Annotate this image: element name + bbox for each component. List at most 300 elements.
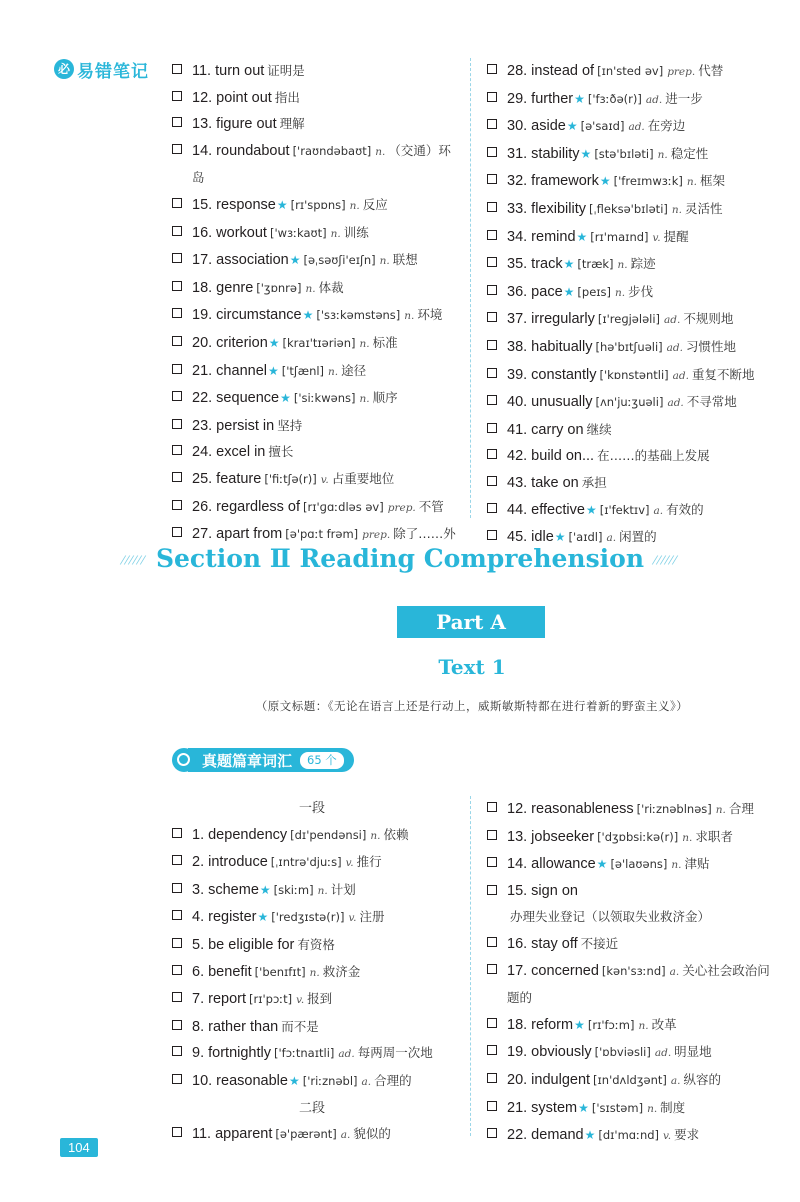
checkbox[interactable]	[172, 419, 182, 429]
vocab-word: 32. framework	[507, 173, 599, 190]
chinese-meaning: 指出	[274, 89, 300, 105]
vocab-entry	[172, 58, 462, 85]
checkbox[interactable]	[172, 117, 182, 127]
part-of-speech: n.	[657, 148, 668, 161]
chinese-meaning: 计划	[330, 881, 356, 897]
chinese-meaning: 习惯性地	[685, 338, 736, 354]
checkbox[interactable]	[172, 883, 182, 893]
chinese-meaning: 合理	[728, 801, 754, 816]
chinese-meaning: 有效的	[666, 501, 704, 517]
chinese-meaning: 注册	[359, 909, 385, 925]
checkbox[interactable]	[172, 364, 182, 374]
phonetic: [skiːm]	[273, 882, 314, 897]
text-title: Text 1	[438, 655, 506, 679]
checkbox[interactable]	[172, 1074, 182, 1084]
vocab-word: 21. channel	[192, 362, 267, 379]
phonetic: ['fɔːtnaɪtli]	[274, 1046, 335, 1061]
star-icon: ★	[257, 910, 269, 925]
checkbox[interactable]	[172, 828, 182, 838]
star-icon: ★	[302, 308, 314, 323]
chinese-meaning: 推行	[356, 854, 382, 870]
vocab-entry	[172, 111, 462, 138]
checkbox[interactable]	[172, 500, 182, 510]
vocab-word: 23. persist in	[192, 417, 275, 434]
part-of-speech: n.	[671, 859, 682, 872]
chinese-meaning: 关心社会政治问题的	[507, 962, 770, 1006]
phonetic: [dɪ'mɑːnd]	[598, 1128, 660, 1143]
vocab-word: 6. benefit	[192, 963, 252, 980]
star-icon: ★	[599, 174, 611, 189]
vocab-entry	[172, 1040, 462, 1068]
checkbox[interactable]	[172, 64, 182, 74]
vocab-word: 3. scheme	[192, 881, 259, 898]
chinese-meaning: 重复不断地	[691, 366, 755, 382]
vocab-word: 12. point out	[192, 89, 272, 106]
vocab-entry	[487, 168, 777, 196]
phonetic: [ʌn'juːʒuəli]	[595, 395, 664, 410]
checkbox[interactable]	[172, 91, 182, 101]
vocab-list-top-right	[487, 58, 777, 552]
vocab-entry	[487, 279, 777, 307]
vocab-entry	[172, 358, 462, 386]
checkbox[interactable]	[172, 1046, 182, 1056]
vocab-entry	[487, 931, 777, 958]
star-icon: ★	[288, 1073, 300, 1088]
star-icon: ★	[576, 229, 588, 244]
checkbox[interactable]	[172, 253, 182, 263]
part-of-speech: n.	[686, 176, 698, 189]
part-of-speech: n.	[617, 259, 628, 272]
chinese-meaning: 不寻常地	[686, 394, 737, 410]
vocab-word: 15. sign on	[507, 882, 578, 899]
chinese-meaning: 反应	[362, 196, 388, 212]
checkbox[interactable]	[172, 391, 182, 401]
phonetic: [stə'bɪləti]	[594, 146, 654, 161]
part-of-speech: ad.	[667, 397, 684, 410]
checkbox[interactable]	[487, 857, 497, 867]
checkbox[interactable]	[487, 1073, 497, 1083]
vocab-entry	[487, 113, 777, 141]
brand-logo	[54, 56, 149, 82]
checkbox[interactable]	[172, 445, 182, 455]
chinese-meaning: 依赖	[383, 826, 409, 842]
vocab-entry	[172, 85, 462, 112]
phonetic: ['wɜːkaʊt]	[269, 225, 327, 240]
vocab-word: 20. indulgent	[507, 1071, 591, 1088]
part-of-speech: n.	[647, 1102, 658, 1115]
original-title: （原文标题：《无论在语言上还是行动上，威斯敏斯特都在进行着新的野蛮主义》）	[255, 699, 689, 713]
star-icon: ★	[267, 363, 279, 378]
chinese-meaning: 标准	[372, 334, 398, 350]
vocab-word: 16. workout	[192, 224, 267, 241]
star-icon: ★	[280, 391, 291, 406]
phonetic: [kraɪ'tɪəriən]	[282, 335, 356, 350]
vocab-word: 38. habitually	[507, 338, 593, 355]
vocab-entry	[487, 362, 777, 390]
vocab-entry	[487, 1012, 777, 1040]
phonetic: ['sɪstəm]	[591, 1100, 644, 1115]
vocab-entry	[487, 334, 777, 362]
checkbox[interactable]	[172, 938, 182, 948]
vocab-entry	[172, 1068, 462, 1096]
vocab-word: 21. system	[507, 1099, 578, 1116]
checkbox[interactable]	[487, 92, 497, 102]
vocab-entry	[487, 141, 777, 169]
vocab-count-badge: 65 个	[300, 752, 344, 769]
part-of-speech: n.	[305, 282, 316, 295]
vocab-word: 42. build on...	[507, 448, 595, 465]
chinese-meaning: 而不是	[281, 1018, 319, 1034]
star-icon: ★	[276, 197, 288, 212]
vocab-entry	[172, 1014, 462, 1041]
chinese-meaning: 框架	[700, 173, 726, 189]
chinese-meaning: 办理失业登记（以领取失业救济金）	[510, 909, 711, 925]
vocab-word: 35. track	[507, 256, 563, 273]
chinese-meaning: （交通）环岛	[192, 142, 451, 186]
phonetic: [ˌfleksə'bɪləti]	[588, 201, 668, 216]
part-of-speech: n.	[359, 393, 370, 406]
part-of-speech: n.	[330, 227, 341, 240]
vocab-entry	[487, 58, 777, 86]
phonetic: ['riːznəblnəs]	[636, 802, 712, 816]
chinese-meaning: 坚持	[277, 417, 303, 433]
vocab-entry	[172, 385, 462, 413]
chinese-meaning: 进一步	[665, 90, 703, 106]
star-icon: ★	[574, 1017, 585, 1032]
vocab-word: 5. be eligible for	[192, 936, 295, 953]
checkbox[interactable]	[487, 449, 497, 459]
phonetic: ['fɜːðə(r)]	[587, 91, 642, 106]
part-of-speech: ad.	[666, 341, 683, 354]
part-of-speech: a.	[361, 1075, 372, 1088]
vocab-entry	[172, 1121, 462, 1149]
chinese-meaning: 制度	[660, 1099, 686, 1115]
vocab-entry	[172, 466, 462, 494]
star-icon: ★	[259, 882, 271, 897]
checkbox[interactable]	[487, 476, 497, 486]
vocab-word: 20. criterion	[192, 334, 268, 351]
checkbox[interactable]	[487, 423, 497, 433]
chinese-meaning: 灵活性	[684, 200, 723, 216]
vocab-entry	[172, 494, 462, 522]
vocab-entry	[487, 1067, 777, 1095]
checkbox[interactable]	[172, 226, 182, 236]
checkbox[interactable]	[487, 64, 497, 74]
phonetic: [rɪ'pɔːt]	[249, 992, 293, 1007]
checkbox[interactable]	[487, 530, 497, 540]
vocab-entry	[487, 1122, 777, 1150]
part-of-speech: v.	[296, 994, 305, 1007]
vocab-word: 17. concerned	[507, 962, 599, 979]
chinese-meaning: 貌似的	[353, 1126, 391, 1142]
checkbox[interactable]	[487, 1018, 497, 1028]
section-deco-left: ⁄⁄⁄⁄⁄⁄	[121, 553, 146, 568]
chinese-meaning: 不接近	[580, 935, 619, 951]
section-title	[0, 544, 800, 573]
checkbox[interactable]	[487, 885, 497, 895]
vocab-word: 45. idle	[507, 529, 554, 546]
checkbox[interactable]	[487, 257, 497, 267]
part-of-speech: v.	[652, 231, 661, 244]
chinese-meaning: 明显地	[674, 1044, 712, 1060]
vocab-entry	[172, 247, 462, 275]
vocab-word: 41. carry on	[507, 421, 584, 438]
vocab-word: 1. dependency	[192, 826, 288, 843]
vocab-word: 34. remind	[507, 228, 576, 245]
vocab-entry	[172, 822, 462, 850]
vocab-header	[172, 748, 354, 772]
checkbox[interactable]	[172, 965, 182, 975]
part-of-speech: v.	[345, 857, 354, 870]
vocab-word: 7. report	[192, 991, 246, 1008]
checkbox[interactable]	[172, 855, 182, 865]
checkbox[interactable]	[172, 527, 182, 537]
logo-text: 易错笔记	[77, 61, 149, 82]
chinese-meaning: 纵容的	[683, 1071, 721, 1087]
part-of-speech: n.	[671, 203, 682, 216]
star-icon: ★	[563, 284, 575, 299]
star-icon: ★	[563, 257, 575, 272]
vocab-header-label: 真题篇章词汇	[202, 751, 293, 770]
phonetic: ['tʃænl]	[281, 363, 325, 378]
vocab-word: 14. roundabout	[192, 142, 290, 159]
vocab-entry	[487, 824, 777, 852]
phonetic: [kən'sɜːnd]	[601, 963, 666, 978]
star-icon: ★	[596, 857, 608, 872]
part-of-speech: n.	[359, 337, 370, 350]
checkbox[interactable]	[172, 992, 182, 1002]
vocab-entry	[172, 986, 462, 1014]
vocab-entry	[172, 932, 462, 959]
part-of-speech: n.	[370, 829, 381, 842]
chinese-meaning: 不规则地	[683, 311, 734, 327]
phonetic: ['fiːtʃə(r)]	[264, 471, 317, 486]
phonetic: [əˌsəʊʃi'eɪʃn]	[303, 253, 376, 268]
star-icon: ★	[574, 91, 585, 106]
vocab-word: 13. figure out	[192, 116, 277, 133]
phonetic: ['redʒɪstə(r)]	[271, 910, 345, 925]
part-of-speech: prep.	[362, 529, 391, 542]
vocab-word: 36. pace	[507, 283, 563, 300]
logo-badge-icon: 必	[54, 59, 74, 79]
checkbox[interactable]	[172, 144, 182, 154]
part-of-speech: n.	[404, 310, 415, 323]
vocab-word: 27. apart from	[192, 526, 283, 543]
star-icon: ★	[289, 253, 301, 268]
vocab-entry	[487, 796, 777, 824]
phonetic: ['freɪmwɜːk]	[613, 174, 683, 189]
checkbox[interactable]	[172, 910, 182, 920]
vocab-entry	[172, 302, 462, 330]
checkbox[interactable]	[487, 1128, 497, 1138]
vocab-entry	[487, 251, 777, 279]
vocab-entry	[172, 413, 462, 440]
chinese-meaning: 不管	[418, 498, 444, 514]
chinese-meaning: 踪迹	[630, 256, 656, 272]
phonetic: [træk]	[577, 257, 614, 272]
vocab-word: 44. effective	[507, 501, 585, 518]
phonetic: [dɪ'pendənsi]	[290, 827, 367, 842]
vocab-word: 9. fortnightly	[192, 1045, 271, 1062]
vocab-word: 22. sequence	[192, 390, 280, 407]
vocab-word: 11. apparent	[192, 1126, 273, 1143]
chinese-meaning: 在旁边	[647, 118, 686, 134]
chinese-meaning: 步伐	[628, 283, 654, 299]
part-of-speech: ad.	[338, 1048, 355, 1061]
checkbox[interactable]	[172, 1020, 182, 1030]
vocab-entry	[487, 443, 777, 470]
checkbox[interactable]	[487, 830, 497, 840]
vocab-entry	[172, 849, 462, 877]
part-of-speech: n.	[349, 199, 360, 212]
checkbox[interactable]	[487, 368, 497, 378]
vocab-entry	[487, 879, 777, 931]
chinese-meaning: 证明是	[267, 63, 305, 78]
chinese-meaning: 报到	[307, 991, 333, 1007]
checkbox[interactable]	[172, 308, 182, 318]
chinese-meaning: 顺序	[372, 390, 398, 406]
phonetic: ['dʒɒbsiːkə(r)]	[597, 829, 679, 844]
part-of-speech: v.	[348, 912, 357, 925]
phonetic: ['ʒɒnrə]	[256, 280, 302, 295]
vocab-word: 26. regardless of	[192, 498, 301, 515]
chinese-meaning: 占重要地位	[331, 470, 395, 486]
star-icon: ★	[554, 530, 566, 545]
vocab-word: 30. aside	[507, 118, 566, 135]
part-of-speech: ad.	[654, 1047, 672, 1060]
checkbox[interactable]	[487, 147, 497, 157]
vocab-word: 14. allowance	[507, 856, 596, 873]
part-of-speech: n.	[379, 255, 390, 268]
star-icon: ★	[566, 119, 578, 134]
vocab-entry	[172, 138, 462, 192]
phonetic: [ə'pærənt]	[275, 1127, 337, 1142]
chinese-meaning: 继续	[586, 421, 612, 437]
part-of-speech: n.	[328, 365, 339, 378]
checkbox[interactable]	[172, 198, 182, 208]
page-number: 104	[60, 1138, 98, 1157]
vocab-word: 33. flexibility	[507, 200, 586, 217]
vocab-word: 12. reasonableness	[507, 801, 634, 817]
vocab-entry	[487, 851, 777, 879]
chinese-meaning: 代替	[698, 63, 724, 78]
part-of-speech: n.	[682, 831, 693, 844]
paragraph-label-2: 二段	[298, 1100, 325, 1116]
part-of-speech: n.	[615, 286, 626, 299]
vocab-entry	[172, 330, 462, 358]
chinese-meaning: 闲置的	[619, 529, 657, 545]
chinese-meaning: 每两周一次地	[357, 1045, 433, 1061]
part-of-speech: n.	[715, 804, 726, 816]
column-divider-bottom	[470, 796, 471, 1136]
checkbox[interactable]	[487, 1045, 497, 1055]
part-of-speech: n.	[638, 1019, 649, 1032]
vocab-entry	[172, 220, 462, 248]
vocab-word: 8. rather than	[192, 1018, 279, 1035]
checkbox[interactable]	[487, 937, 497, 947]
chinese-meaning: 津贴	[684, 856, 710, 872]
vocab-entry	[487, 417, 777, 444]
checkbox[interactable]	[487, 1101, 497, 1111]
checkbox[interactable]	[487, 230, 497, 240]
magnifier-icon	[172, 748, 196, 772]
checkbox[interactable]	[487, 285, 497, 295]
vocab-word: 13. jobseeker	[507, 828, 595, 845]
part-of-speech: prep.	[387, 501, 416, 514]
vocab-word: 29. further	[507, 90, 574, 107]
chinese-meaning: 有资格	[297, 936, 335, 952]
vocab-entry	[172, 959, 462, 987]
section-deco-right: ⁄⁄⁄⁄⁄⁄	[654, 553, 679, 568]
vocab-word: 19. circumstance	[192, 307, 302, 324]
vocab-word: 10. reasonable	[192, 1072, 288, 1089]
vocab-entry	[487, 306, 777, 334]
phonetic: ['sɜːkəmstəns]	[316, 308, 401, 323]
chinese-meaning: 承担	[581, 474, 607, 490]
phonetic: [hə'bɪtʃuəli]	[595, 339, 663, 354]
checkbox[interactable]	[172, 1127, 182, 1137]
vocab-entry	[487, 470, 777, 497]
vocab-entry	[487, 389, 777, 417]
star-icon: ★	[578, 1100, 589, 1115]
vocab-entry	[487, 196, 777, 224]
part-of-speech: ad.	[664, 314, 681, 327]
chinese-meaning: 求职者	[695, 828, 733, 844]
vocab-list-top-left	[172, 58, 462, 549]
part-of-speech: a.	[653, 504, 664, 517]
checkbox[interactable]	[487, 119, 497, 129]
star-icon: ★	[580, 146, 592, 161]
part-of-speech: n.	[375, 145, 386, 158]
star-icon: ★	[584, 1128, 596, 1143]
chinese-meaning: 体裁	[318, 279, 344, 295]
part-of-speech: ad.	[645, 93, 663, 106]
checkbox[interactable]	[172, 472, 182, 482]
paragraph-label-1: 一段	[298, 801, 325, 816]
vocab-list-bottom-right	[487, 796, 777, 1150]
chinese-meaning: 环境	[417, 307, 443, 323]
chinese-meaning: 改革	[651, 1016, 677, 1032]
section-title-text: Section Ⅱ Reading Comprehension	[155, 544, 645, 573]
checkbox[interactable]	[487, 802, 497, 812]
vocab-entry	[172, 439, 462, 466]
part-of-speech: n.	[317, 884, 328, 897]
phonetic: [ˌɪntrə'djuːs]	[270, 855, 342, 870]
checkbox[interactable]	[487, 964, 497, 974]
vocab-word: 28. instead of	[507, 63, 595, 79]
checkbox[interactable]	[487, 503, 497, 513]
checkbox[interactable]	[487, 340, 497, 350]
part-label: Part A	[397, 606, 545, 638]
chinese-meaning: 救济金	[322, 963, 361, 979]
vocab-entry	[487, 497, 777, 525]
vocab-word: 18. genre	[192, 279, 254, 296]
checkbox[interactable]	[487, 312, 497, 322]
vocab-word: 31. stability	[507, 145, 580, 162]
vocab-word: 25. feature	[192, 470, 262, 487]
chinese-meaning: 合理的	[374, 1072, 412, 1088]
checkbox[interactable]	[487, 174, 497, 184]
checkbox[interactable]	[172, 336, 182, 346]
checkbox[interactable]	[172, 281, 182, 291]
phonetic: [ə'laʊəns]	[610, 857, 668, 872]
chinese-meaning: 在……的基础上发展	[597, 448, 710, 464]
checkbox[interactable]	[487, 395, 497, 405]
vocab-word: 39. constantly	[507, 366, 597, 383]
chinese-meaning: 除了……外	[393, 526, 456, 542]
checkbox[interactable]	[487, 202, 497, 212]
phonetic: ['riːznəbl]	[302, 1073, 358, 1088]
